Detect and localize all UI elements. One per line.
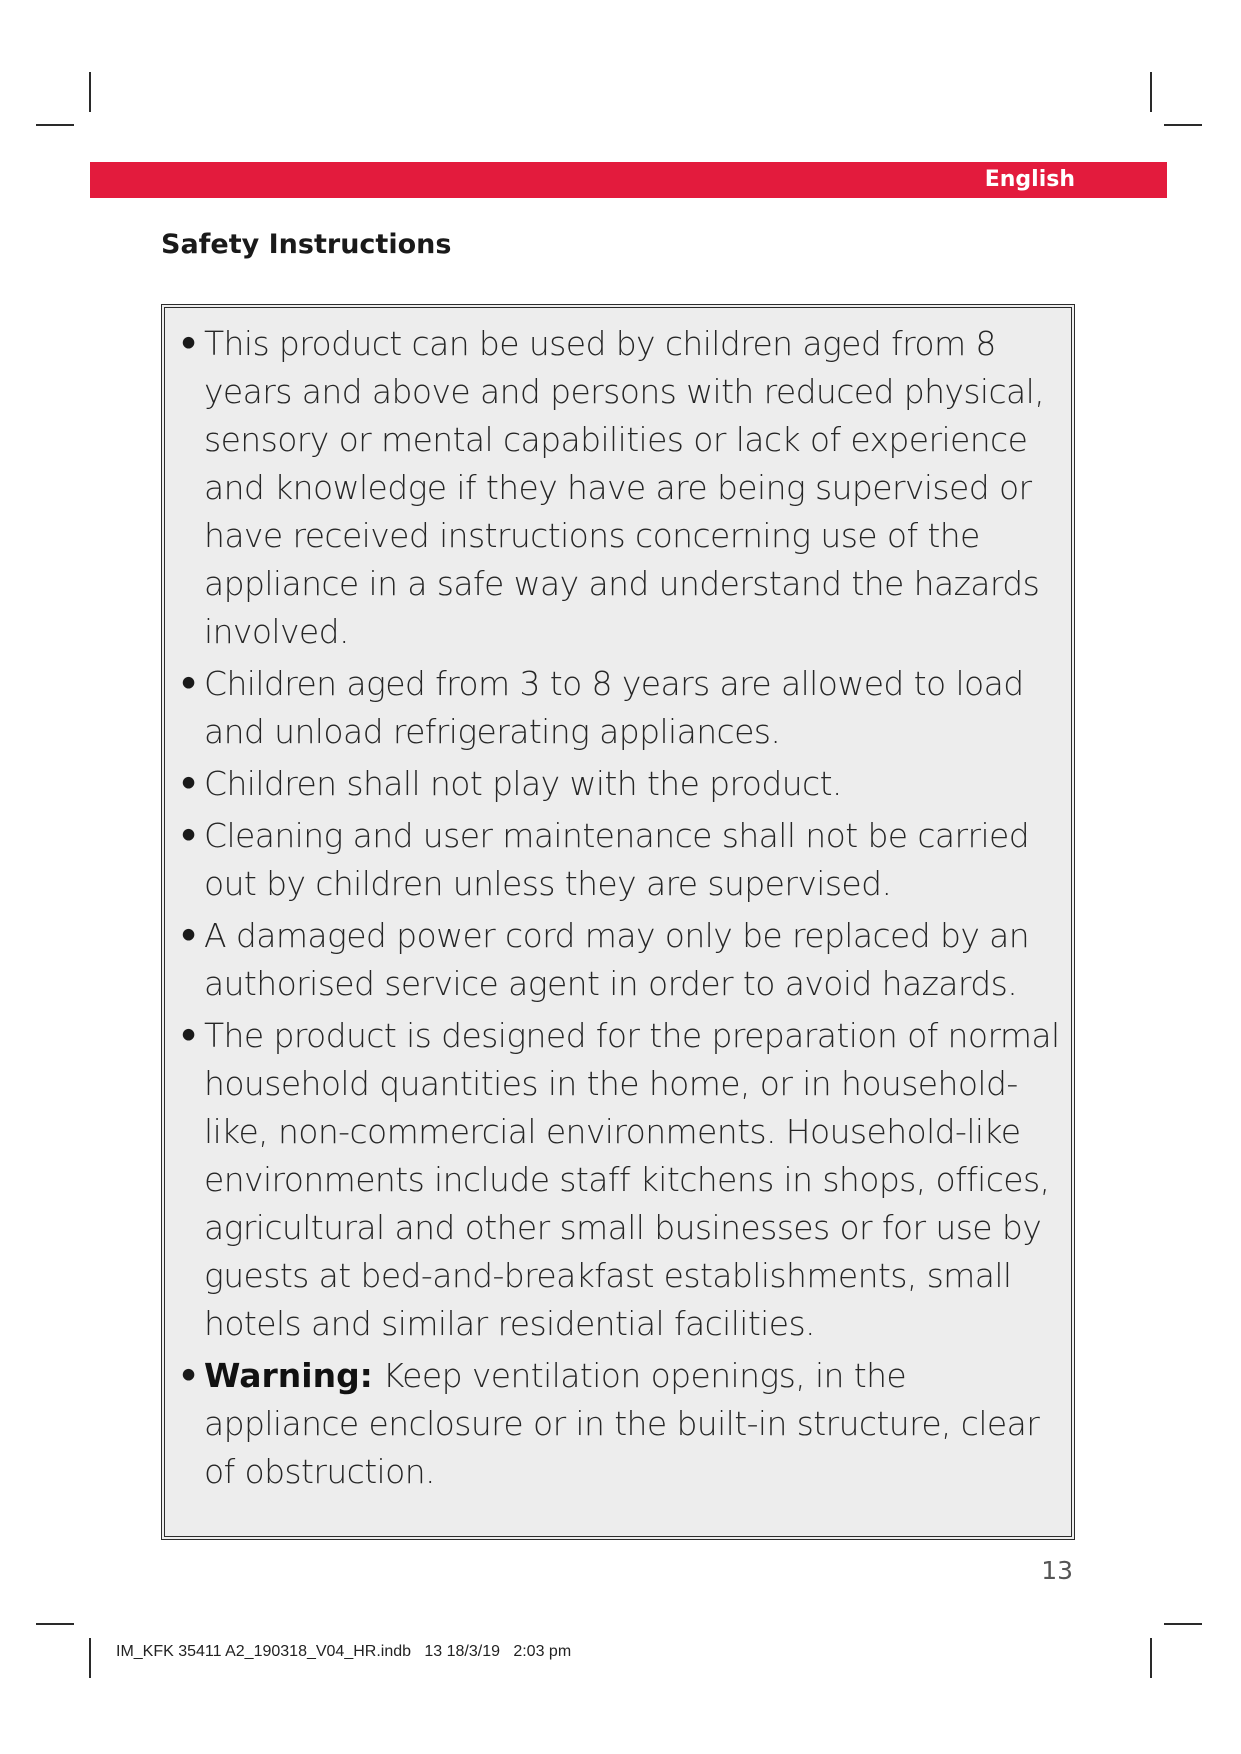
language-label: English xyxy=(984,167,1075,192)
safety-instruction-item: • Children shall not play with the product. xyxy=(204,760,1065,808)
warning-item xyxy=(204,1352,1065,1496)
safety-instruction-item: • The product is designed for the preparation of normal household quantities in the home, or in household-like, non-commercial environments. Household-like environments include staff kitchens in shops, offices, agricultural and other small businesses or for use by guests at bed-and-breakfast establishments, small hotels and similar residential facilities. xyxy=(204,1012,1065,1348)
safety-notice-box xyxy=(161,304,1075,1540)
page-number: 13 xyxy=(1041,1556,1073,1585)
crop-mark-bottom-right-horizontal xyxy=(1164,1623,1202,1625)
crop-mark-bottom-right-vertical xyxy=(1150,1638,1152,1678)
crop-mark-top-left-vertical xyxy=(89,72,91,112)
crop-mark-bottom-left-horizontal xyxy=(36,1623,74,1625)
safety-instruction-item: • This product can be used by children aged from 8 years and above and persons with reduced physical, sensory or mental capabilities or lack of experience and knowledge if they have are being supervised or have received instructions concerning use of the appliance in a safe way and understand the hazards involved. xyxy=(204,320,1065,656)
warning-label: Warning: xyxy=(204,1356,373,1395)
warning-text: Keep ventilation openings, in the appliance enclosure or in the built-in structure, clear of obstruction. xyxy=(204,1356,1040,1491)
section-title: Safety Instructions xyxy=(161,229,452,260)
crop-mark-top-right-horizontal xyxy=(1164,124,1202,126)
language-header-bar xyxy=(90,162,1167,198)
safety-instruction-item: • Children aged from 3 to 8 years are allowed to load and unload refrigerating appliances. xyxy=(204,660,1065,756)
safety-instruction-list xyxy=(165,308,1071,1496)
crop-mark-bottom-left-vertical xyxy=(89,1638,91,1678)
crop-mark-top-left-horizontal xyxy=(36,124,74,126)
crop-mark-top-right-vertical xyxy=(1150,72,1152,112)
print-slug: IM_KFK 35411 A2_190318_V04_HR.indb 13 18/3/19 2:03 pm xyxy=(116,1643,572,1660)
safety-instruction-item: • A damaged power cord may only be replaced by an authorised service agent in order to avoid hazards. xyxy=(204,912,1065,1008)
safety-instruction-item: • Cleaning and user maintenance shall not be carried out by children unless they are supervised. xyxy=(204,812,1065,908)
